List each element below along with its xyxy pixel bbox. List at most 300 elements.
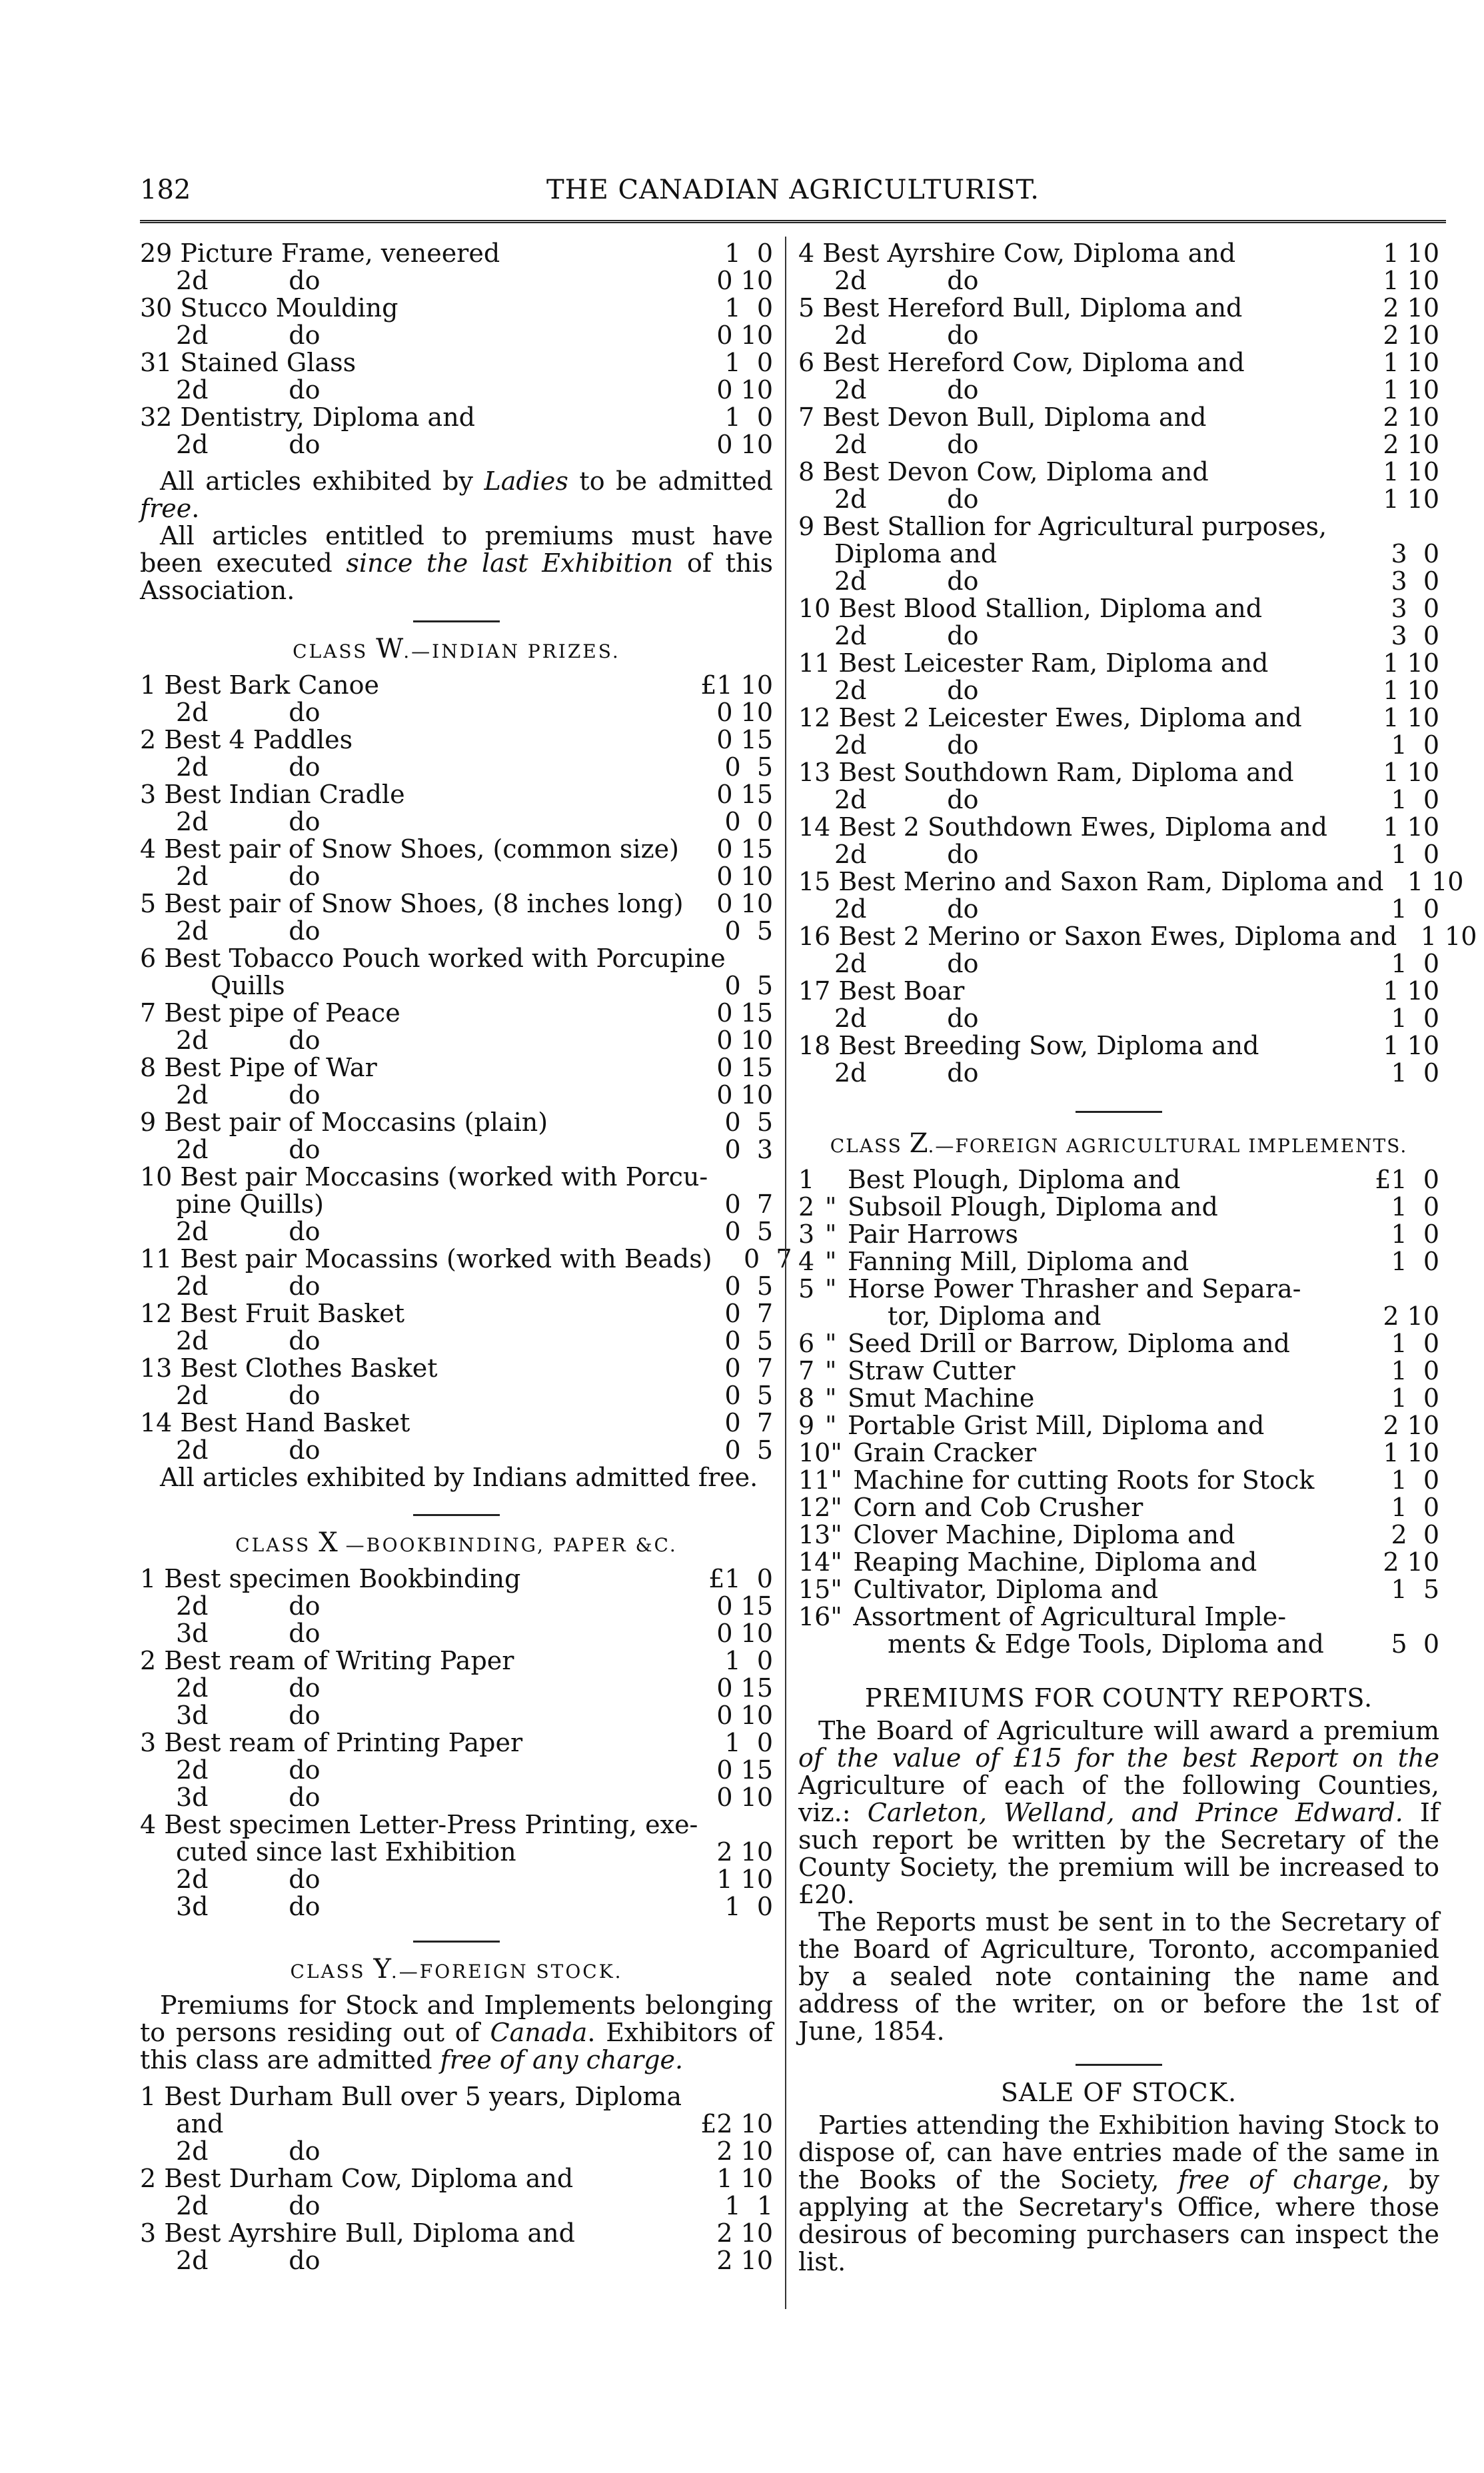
premium-item: 1 Best specimen Bookbinding <box>140 1564 521 1593</box>
premium-item: 2d do <box>834 375 979 405</box>
premium-amount: 2 10 <box>716 2218 773 2248</box>
premium-row <box>140 972 773 1000</box>
implement-item: Reaping Machine, Diploma and <box>853 1547 1257 1577</box>
ditto-mark: " <box>825 1274 837 1303</box>
premium-amount: 3 0 <box>1391 566 1439 596</box>
premium-item: 2d do <box>176 321 321 350</box>
implement-row <box>798 1603 1439 1631</box>
premium-item: 2d do <box>176 862 321 891</box>
premium-item: 3d do <box>176 1619 321 1648</box>
ditto-mark: " <box>830 1493 842 1522</box>
premium-amount: 0 7 <box>724 1299 773 1328</box>
premium-item: 2d do <box>834 430 979 459</box>
premium-row <box>798 322 1439 349</box>
implement-number: 11 <box>798 1465 831 1495</box>
premium-item: 29 Picture Frame, veneered <box>140 239 500 268</box>
implement-row <box>798 1221 1439 1248</box>
premium-row <box>798 240 1439 267</box>
premium-amount: 0 15 <box>716 1673 773 1703</box>
premium-amount: 0 5 <box>724 1326 773 1355</box>
premium-row <box>798 622 1439 650</box>
class-z-list <box>798 1166 1439 1658</box>
premium-item: 2d do <box>176 1381 321 1410</box>
premium-amount: 0 7 <box>744 1244 792 1273</box>
premium-item: 2d do <box>176 430 321 459</box>
premium-row <box>798 349 1439 377</box>
implement-number: 9 <box>798 1411 815 1440</box>
implement-number: 15 <box>798 1575 831 1604</box>
implement-amount: 1 0 <box>1391 1220 1439 1249</box>
premium-row <box>798 1032 1439 1060</box>
premium-amount: 0 15 <box>716 1591 773 1621</box>
class-z-heading: CLASS Z.—FOREIGN AGRICULTURAL IMPLEMENTS. <box>830 1128 1408 1159</box>
premium-row <box>798 814 1439 841</box>
premium-amount: 0 10 <box>716 321 773 350</box>
right-column <box>798 239 1477 2276</box>
premium-item: 6 Best Hereford Cow, Diploma and <box>798 348 1245 377</box>
premium-amount: 0 15 <box>716 1755 773 1785</box>
premium-item: 2d do <box>176 266 321 295</box>
premium-item: Quills <box>211 971 285 1000</box>
premium-row <box>140 863 773 890</box>
premium-row <box>140 377 773 404</box>
section-divider <box>1076 1111 1162 1113</box>
premium-amount: 0 10 <box>716 1619 773 1648</box>
premium-amount: 1 10 <box>1383 703 1439 732</box>
implement-amount: 1 0 <box>1391 1247 1439 1276</box>
premium-amount: 3 0 <box>1391 594 1439 623</box>
premium-item: 2d do <box>176 807 321 836</box>
premium-amount: 1 10 <box>1383 676 1439 705</box>
header-rule <box>140 220 1446 223</box>
class-y-list <box>140 2083 773 2274</box>
premium-item: 2d do <box>176 2246 321 2275</box>
premium-amount: 2 10 <box>716 1837 773 1867</box>
premium-item: 8 Best Devon Cow, Diploma and <box>798 457 1209 486</box>
implement-item: tor, Diploma and <box>888 1301 1102 1331</box>
premium-row <box>140 1811 773 1839</box>
premium-row <box>140 240 773 267</box>
premium-row <box>140 945 773 972</box>
premium-amount: 0 10 <box>716 889 773 918</box>
premium-row <box>798 595 1439 622</box>
implement-row <box>798 1412 1439 1439</box>
premium-amount: 1 10 <box>716 2164 773 2193</box>
implement-row <box>798 1631 1439 1658</box>
premium-item: 2d do <box>834 785 979 814</box>
premium-amount: 0 5 <box>724 1435 773 1465</box>
premium-row <box>798 950 1439 978</box>
journal-title: THE CANADIAN AGRICULTURIST. <box>546 175 1040 205</box>
premium-row <box>798 650 1439 677</box>
premium-row <box>140 890 773 918</box>
premium-amount: 0 7 <box>724 1408 773 1437</box>
premium-amount: 1 10 <box>1383 348 1439 377</box>
premium-item: 3 Best ream of Printing Paper <box>140 1728 523 1757</box>
implement-amount <box>1366 1603 1439 1631</box>
premium-row <box>798 978 1439 1005</box>
premium-row <box>140 1893 773 1921</box>
implement-item: Horse Power Thrasher and Separa- <box>848 1274 1301 1303</box>
premium-row <box>140 1784 773 1811</box>
premium-row <box>140 1702 773 1729</box>
premium-item: 13 Best Clothes Basket <box>140 1353 438 1383</box>
sale-of-stock-heading: SALE OF STOCK. <box>1000 2078 1237 2107</box>
implement-amount: 1 0 <box>1391 1192 1439 1222</box>
premium-amount: 0 10 <box>716 1701 773 1730</box>
premium-item: 2d do <box>176 375 321 405</box>
implement-row <box>798 1248 1439 1275</box>
premium-amount: 1 0 <box>1391 785 1439 814</box>
premium-item: 2d do <box>834 266 979 295</box>
implement-row <box>798 1194 1439 1221</box>
premium-row <box>140 2083 773 2110</box>
premium-note: All articles entitled to premiums must have been executed since the last Exhibition of this Association. <box>140 521 774 605</box>
premium-row <box>140 404 773 431</box>
section-divider <box>1076 2064 1162 2066</box>
implement-row <box>798 1275 1439 1303</box>
premium-item: 2d do <box>176 1435 321 1465</box>
implement-number: 3 <box>798 1220 815 1249</box>
premium-item: 6 Best Tobacco Pouch worked with Porcupine <box>140 944 726 973</box>
premium-amount: 3 0 <box>1391 621 1439 650</box>
premium-row <box>140 1136 773 1164</box>
premium-row <box>140 1729 773 1757</box>
implement-amount <box>1366 1275 1439 1303</box>
premium-item: 10 Best pair Moccasins (worked with Porcu- <box>140 1162 708 1192</box>
premium-amount: 1 1 <box>724 2191 773 2220</box>
premium-item: 18 Best Breeding Sow, Diploma and <box>798 1031 1259 1060</box>
premium-item: 5 Best Hereford Bull, Diploma and <box>798 293 1243 323</box>
premium-item: 2d do <box>176 1673 321 1703</box>
premium-item: 2d do <box>176 916 321 946</box>
premium-row <box>140 349 773 377</box>
premium-item: 2d do <box>176 2191 321 2220</box>
premium-item: 14 Best 2 Southdown Ewes, Diploma and <box>798 812 1327 842</box>
premium-item: 2d do <box>834 566 979 596</box>
premium-row <box>140 1620 773 1647</box>
premium-item: 12 Best Fruit Basket <box>140 1299 405 1328</box>
section-divider <box>413 1514 500 1516</box>
premium-row <box>140 1109 773 1136</box>
implement-amount: 2 0 <box>1391 1520 1439 1549</box>
class-x-list <box>140 1565 773 1921</box>
premium-amount: 1 0 <box>724 403 773 432</box>
premium-item: 3 Best Indian Cradle <box>140 780 405 809</box>
premium-amount: 1 0 <box>1391 894 1439 924</box>
premium-item: 4 Best specimen Letter-Press Printing, exe- <box>140 1810 698 1839</box>
premium-row <box>140 1355 773 1382</box>
premium-row <box>798 431 1439 458</box>
premium-amount: 0 5 <box>724 1381 773 1410</box>
premium-amount: 0 10 <box>716 1080 773 1110</box>
premium-row <box>140 2110 773 2138</box>
premium-item: 13 Best Southdown Ram, Diploma and <box>798 758 1294 787</box>
running-header <box>140 175 1446 215</box>
implement-item: Seed Drill or Barrow, Diploma and <box>848 1329 1290 1358</box>
implement-item: Cultivator, Diploma and <box>853 1575 1159 1604</box>
premium-amount: 1 10 <box>1383 375 1439 405</box>
premium-item: 2d do <box>834 840 979 869</box>
premium-amount: 2 10 <box>1383 293 1439 323</box>
ditto-mark: " <box>825 1383 837 1413</box>
premium-row <box>140 754 773 781</box>
implement-amount: 1 0 <box>1391 1493 1439 1522</box>
premium-item: 3d do <box>176 1783 321 1812</box>
premium-row <box>140 808 773 836</box>
premium-item: 2d do <box>176 1080 321 1110</box>
premium-item: 10 Best Blood Stallion, Diploma and <box>798 594 1263 623</box>
premium-amount: 1 10 <box>1383 266 1439 295</box>
implement-number: 13 <box>798 1520 831 1549</box>
premium-item: 8 Best Pipe of War <box>140 1053 377 1082</box>
premium-item: 15 Best Merino and Saxon Ram, Diploma and <box>798 867 1384 896</box>
indians-note: All articles exhibited by Indians admitted free. <box>160 1463 758 1492</box>
implement-amount: 1 0 <box>1391 1383 1439 1413</box>
premium-amount: 2 10 <box>716 2246 773 2275</box>
premium-item: 4 Best Ayrshire Cow, Diploma and <box>798 239 1236 268</box>
premium-amount: 1 0 <box>1391 949 1439 978</box>
implement-row <box>798 1494 1439 1521</box>
premium-item: Diploma and <box>834 539 998 568</box>
implement-item: Assortment of Agricultural Imple- <box>853 1602 1287 1631</box>
premium-amount: 0 10 <box>716 1026 773 1055</box>
premium-item: 2 Best ream of Writing Paper <box>140 1646 514 1675</box>
premium-amount: 1 0 <box>724 1646 773 1675</box>
implement-row <box>798 1549 1439 1576</box>
premium-row <box>798 486 1439 513</box>
implement-row <box>798 1576 1439 1603</box>
premium-row <box>140 2138 773 2165</box>
section-divider <box>413 620 500 622</box>
ditto-mark: " <box>830 1575 842 1604</box>
premium-row <box>140 1027 773 1054</box>
implement-amount: 1 0 <box>1391 1465 1439 1495</box>
premium-item: 2d do <box>834 949 979 978</box>
premium-row <box>140 1675 773 1702</box>
premium-row <box>140 2220 773 2247</box>
premium-amount: 0 7 <box>724 1190 773 1219</box>
premium-row <box>798 759 1439 786</box>
implement-item: ments & Edge Tools, Diploma and <box>888 1629 1324 1659</box>
premium-amount: £1 10 <box>700 670 773 700</box>
premium-row <box>798 896 1439 923</box>
section-divider <box>413 1941 500 1943</box>
premium-row <box>140 726 773 754</box>
premium-row <box>140 1054 773 1082</box>
implement-amount: 1 10 <box>1383 1438 1439 1467</box>
premium-row <box>140 1164 773 1191</box>
implement-number: 14 <box>798 1547 831 1577</box>
implement-amount: 1 5 <box>1391 1575 1439 1604</box>
implement-number: 1 <box>798 1165 815 1194</box>
premium-item: 2d do <box>176 1135 321 1164</box>
premium-amount: 0 7 <box>724 1353 773 1383</box>
premium-amount: 1 0 <box>724 1728 773 1757</box>
column-rule <box>785 237 786 2309</box>
premium-amount: 2 10 <box>716 2136 773 2166</box>
sale-of-stock-para: Parties attending the Exhibition having Stock to dispose of, can have entries made of the same in the Books of the Society, free of charge, by applying at the Secretary's Office, where those desirous of becoming purchasers can inspect the list. <box>798 2110 1440 2276</box>
premium-row <box>798 1005 1439 1032</box>
implement-number <box>798 1303 825 1330</box>
implement-row <box>798 1166 1439 1194</box>
premium-amount: 0 10 <box>716 266 773 295</box>
implement-number: 2 <box>798 1192 815 1222</box>
premium-amount: 0 10 <box>716 1783 773 1812</box>
premium-amount: 1 10 <box>1383 1031 1439 1060</box>
implement-item: Machine for cutting Roots for Stock <box>853 1465 1315 1495</box>
premium-item: and <box>176 2109 224 2138</box>
implement-number: 8 <box>798 1383 815 1413</box>
implement-item: Best Plough, Diploma and <box>848 1165 1181 1194</box>
ladies-note: All articles exhibited by Ladies to be admitted free. <box>140 466 773 523</box>
premium-row <box>798 922 1477 951</box>
premium-amount: 1 0 <box>1391 730 1439 760</box>
premium-amount: 0 15 <box>716 834 773 864</box>
ditto-mark: " <box>825 1192 837 1222</box>
county-reports-para-2: The Reports must be sent in to the Secretary of the Board of Agriculture, Toronto, accompanied by a sealed note containing the name and address of the writer, on or before the 1st of June, 1854. <box>798 1907 1439 2046</box>
premium-amount: 0 10 <box>716 698 773 727</box>
premium-item: 17 Best Boar <box>798 976 965 1006</box>
premium-item: 2d do <box>176 1755 321 1785</box>
premium-amount: 1 10 <box>1383 239 1439 268</box>
implement-number: 12 <box>798 1493 831 1522</box>
premium-row <box>798 704 1439 732</box>
ditto-mark: " <box>830 1465 842 1495</box>
premium-amount: 2 10 <box>1383 403 1439 432</box>
premium-item: 2d do <box>834 484 979 514</box>
premium-item: 1 Best Durham Bull over 5 years, Diploma <box>140 2082 682 2111</box>
implement-row <box>798 1521 1439 1549</box>
premium-row <box>140 1327 773 1355</box>
implement-item: Grain Cracker <box>853 1438 1037 1467</box>
premium-item: 2d do <box>176 1026 321 1055</box>
premium-row <box>140 1437 773 1464</box>
implement-item: Corn and Cob Crusher <box>853 1493 1143 1522</box>
premium-row <box>140 431 773 458</box>
premium-row <box>140 836 773 863</box>
implement-row <box>798 1357 1439 1385</box>
premium-row <box>140 781 773 808</box>
premium-row <box>798 267 1439 295</box>
premium-amount: 1 0 <box>1391 840 1439 869</box>
premium-row <box>140 1191 773 1218</box>
premium-amount: 1 10 <box>1383 976 1439 1006</box>
premium-amount: 3 0 <box>1391 539 1439 568</box>
implement-row <box>798 1330 1439 1357</box>
implement-item: Straw Cutter <box>848 1356 1016 1385</box>
premium-row <box>140 2165 773 2192</box>
implement-amount: 1 0 <box>1391 1329 1439 1358</box>
premium-item: cuted since last Exhibition <box>176 1837 516 1867</box>
premium-item: 14 Best Hand Basket <box>140 1408 410 1437</box>
premium-item: 16 Best 2 Merino or Saxon Ewes, Diploma and <box>798 922 1397 951</box>
premium-amount: 1 10 <box>1407 867 1464 896</box>
premium-item: 31 Stained Glass <box>140 348 357 377</box>
premium-row <box>140 1409 773 1437</box>
ditto-mark: " <box>825 1220 837 1249</box>
ditto-mark <box>825 1166 848 1194</box>
premium-row <box>798 295 1439 322</box>
implement-amount: 5 0 <box>1391 1629 1439 1659</box>
implement-number: 7 <box>798 1356 815 1385</box>
premium-row <box>798 867 1464 896</box>
premium-amount: 0 5 <box>724 916 773 946</box>
implement-amount: 1 0 <box>1391 1356 1439 1385</box>
premium-item: 2d do <box>176 1326 321 1355</box>
premium-amount: 1 0 <box>724 239 773 268</box>
premium-amount: 0 15 <box>716 1053 773 1082</box>
premium-row <box>140 1382 773 1409</box>
premium-item: 32 Dentistry, Diploma and <box>140 403 475 432</box>
premium-amount: £1 0 <box>708 1564 773 1593</box>
premium-amount: 1 0 <box>1391 1058 1439 1088</box>
premium-item: 3d do <box>176 1701 321 1730</box>
implement-amount: 2 10 <box>1383 1547 1439 1577</box>
premium-amount: 1 0 <box>724 1892 773 1921</box>
premium-amount: 0 5 <box>724 971 773 1000</box>
foreign-stock-intro: Premiums for Stock and Implements belonging to persons residing out of Canada. Exhibitors of this class are admitted free of any charge. <box>140 1991 773 2074</box>
premium-item: 9 Best Stallion for Agricultural purposes, <box>798 512 1327 541</box>
premium-item: 2d do <box>834 1004 979 1033</box>
class-v-continued-list <box>140 240 773 458</box>
premium-amount: 0 3 <box>724 1135 773 1164</box>
premium-item: 2d do <box>176 752 321 782</box>
county-reports-heading: PREMIUMS FOR COUNTY REPORTS. <box>864 1683 1373 1713</box>
premium-item: 2d do <box>176 1591 321 1621</box>
premium-item: 2d do <box>834 1058 979 1088</box>
premium-row <box>140 1839 773 1866</box>
premium-row <box>798 377 1439 404</box>
premium-row <box>140 1082 773 1109</box>
premium-row <box>140 2192 773 2220</box>
premium-amount: 0 5 <box>724 1108 773 1137</box>
premium-row <box>798 568 1439 595</box>
premium-amount: 1 10 <box>1383 812 1439 842</box>
implement-number: 16 <box>798 1602 831 1631</box>
implement-number: 6 <box>798 1329 815 1358</box>
premium-row <box>140 918 773 945</box>
premium-row <box>798 404 1439 431</box>
premium-item: 2d do <box>176 698 321 727</box>
implement-item: Fanning Mill, Diploma and <box>848 1247 1189 1276</box>
premium-amount: 2 10 <box>1383 321 1439 350</box>
ditto-mark <box>825 1303 848 1330</box>
premium-amount: 0 5 <box>724 752 773 782</box>
premium-item: 2 Best 4 Paddles <box>140 725 353 754</box>
class-y-heading: CLASS Y.—FOREIGN STOCK. <box>290 1954 623 1985</box>
premium-amount: 1 10 <box>1383 758 1439 787</box>
premium-amount: 1 0 <box>1391 1004 1439 1033</box>
premium-amount: 0 15 <box>716 780 773 809</box>
premium-row <box>798 513 1439 540</box>
premium-row <box>140 1565 773 1593</box>
premium-amount: 1 10 <box>1383 457 1439 486</box>
ditto-mark: " <box>830 1547 842 1577</box>
implement-item: Portable Grist Mill, Diploma and <box>848 1411 1265 1440</box>
ditto-mark <box>825 1631 848 1658</box>
implement-row <box>798 1439 1439 1467</box>
premium-amount: 1 10 <box>1383 648 1439 678</box>
premium-item: 2d do <box>176 2136 321 2166</box>
ditto-mark: " <box>825 1356 837 1385</box>
premium-item: 11 Best Leicester Ram, Diploma and <box>798 648 1269 678</box>
premium-item: 30 Stucco Moulding <box>140 293 398 323</box>
implement-row <box>798 1385 1439 1412</box>
premium-row <box>798 458 1439 486</box>
implement-number: 4 <box>798 1247 815 1276</box>
premium-amount: 1 0 <box>724 293 773 323</box>
